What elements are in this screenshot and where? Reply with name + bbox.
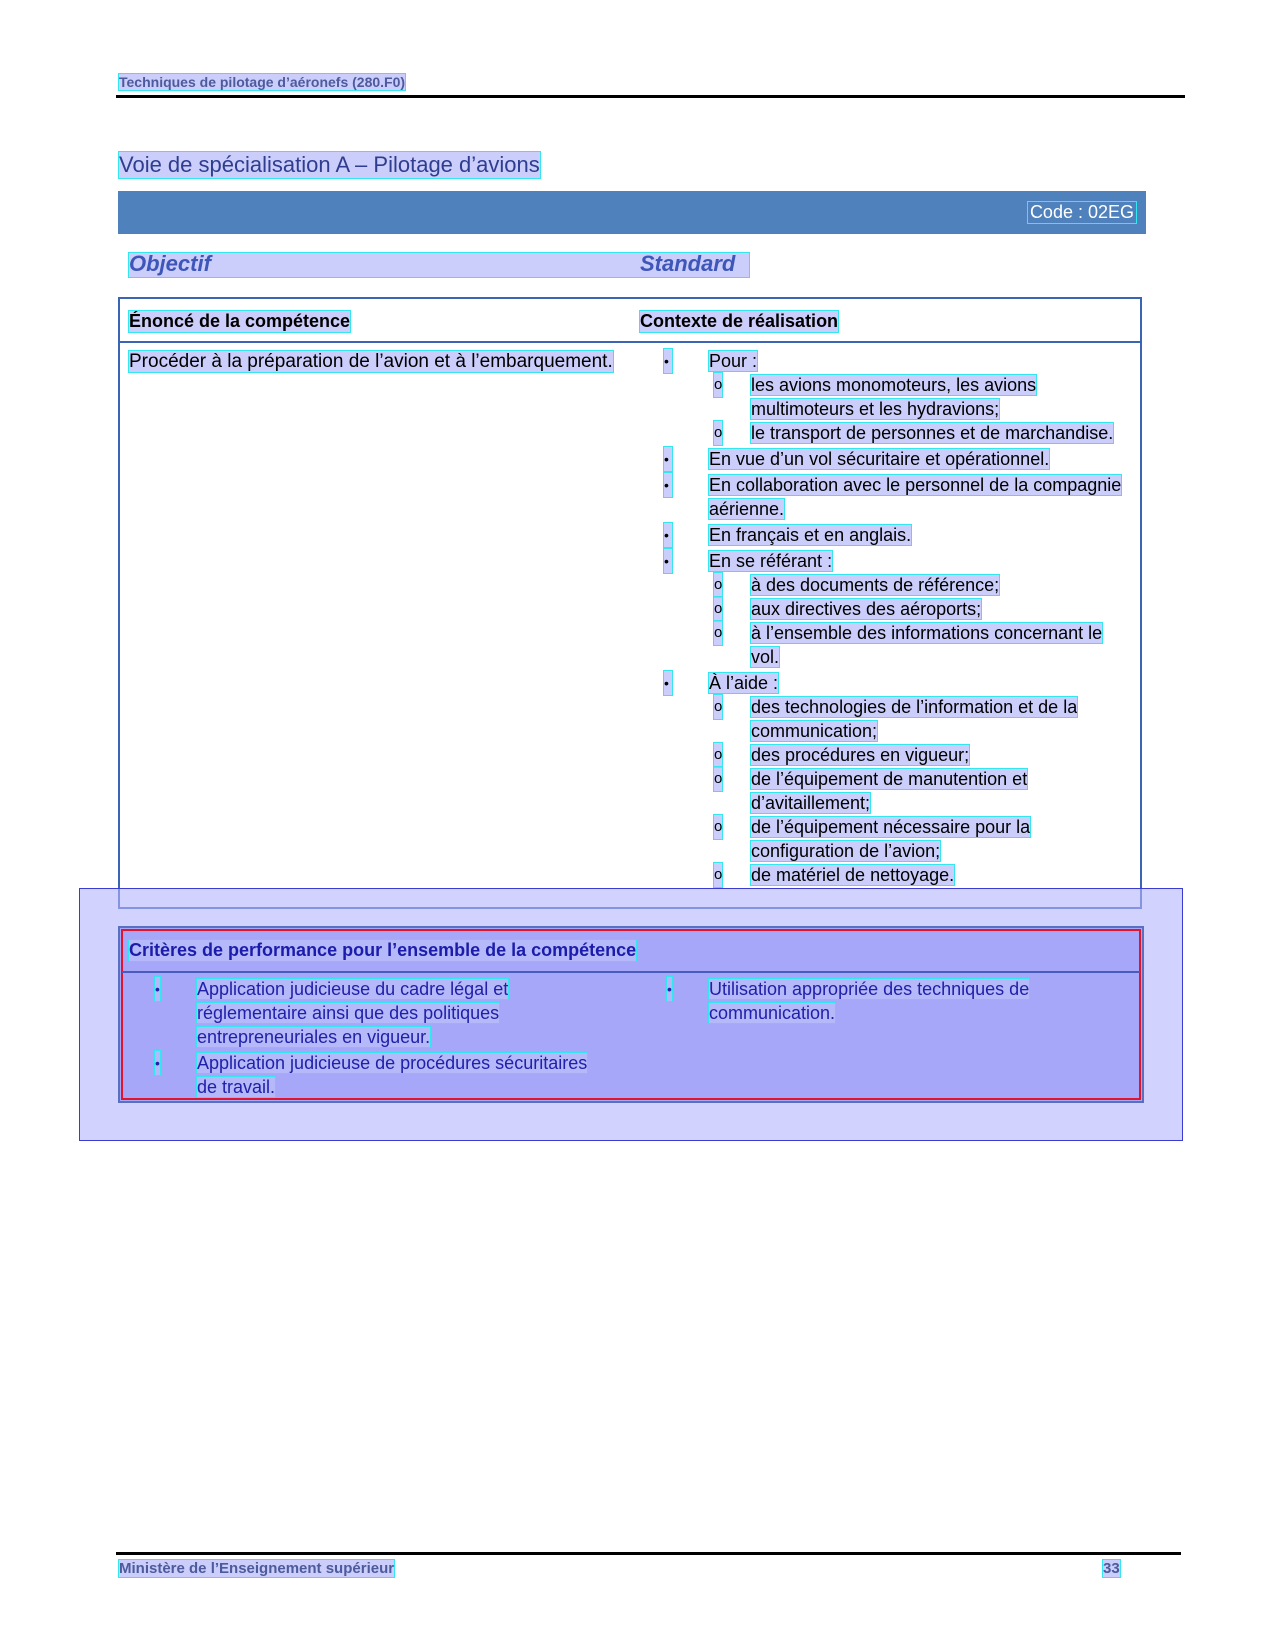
enonce-text-content: Procéder à la préparation de l’avion et à l’embarquement. [129,351,613,372]
bullet-icon: • [155,1051,160,1075]
page-number: 33 [1103,1560,1120,1577]
contexte-item [664,671,1134,887]
circle-bullet-icon: o [714,373,722,397]
contexte-subitem-text: des procédures en vigueur; [751,745,970,765]
section-title: Voie de spécialisation A – Pilotage d’avions [119,152,540,177]
circle-bullet-icon: o [714,743,722,767]
footer-ministry: Ministère de l’Enseignement supérieur [119,1560,395,1577]
bullet-icon: • [664,349,672,373]
bullet-icon: • [664,671,672,695]
contexte-item-text: En collaboration avec le personnel de la compagnie aérienne. [709,475,1122,519]
contexte-subitem-text: à des documents de référence; [751,575,1000,595]
code-label: Code : 02EG [1029,202,1134,222]
contexte-item-text: En se référant : [709,551,833,571]
contexte-subitem-text: de matériel de nettoyage. [751,865,955,885]
contexte-item [664,549,1134,669]
contexte-subitem [664,621,1134,669]
contexte-subitem [664,815,1134,863]
contexte-subitem-text: des technologies de l’information et de la communication; [751,697,1078,741]
criteria-title: Critères de performance pour l’ensemble de la compétence [129,940,637,960]
bullet-icon: • [667,977,672,1001]
heading-objectif: Objectif [129,251,211,276]
bullet-icon: • [664,473,672,497]
criteria-item-text: Application judicieuse du cadre légal et réglementaire ainsi que des politiques entrepreneuriales en vigueur. [197,979,509,1047]
header-rule [116,95,1185,98]
footer-rule [116,1552,1181,1555]
circle-bullet-icon: o [714,573,722,597]
enonce-text [129,350,709,374]
contexte-subitem-text: aux directives des aéroports; [751,599,982,619]
criteria-item-text: Utilisation appropriée des techniques de communication. [709,979,1030,1023]
circle-bullet-icon: o [714,767,722,791]
contexte-subitem [664,421,1134,445]
circle-bullet-icon: o [714,815,722,839]
heading-standard: Standard [640,251,736,276]
contexte-subitem [664,373,1134,421]
criteria-item [155,1051,597,1099]
contexte-item-text: Pour : [709,351,758,371]
bullet-icon: • [664,549,672,573]
contexte-subitem-text: de l’équipement nécessaire pour la configuration de l’avion; [751,817,1031,861]
contexte-subitem [664,743,1134,767]
contexte-subitem [664,597,1134,621]
criteria-item [667,977,1109,1025]
running-header: Techniques de pilotage d’aéronefs (280.F0) [119,74,406,90]
criteria-rule [122,971,1140,973]
criteria-item-text: Application judicieuse de procédures sécuritaires de travail. [197,1053,588,1097]
contexte-list [664,349,1134,887]
contexte-heading: Contexte de réalisation [640,311,839,331]
contexte-sublist [709,573,1134,669]
contexte-item-text: En vue d’un vol sécuritaire et opérationnel. [709,449,1050,469]
contexte-item [664,523,1134,547]
contexte-item-text: À l’aide : [709,673,779,693]
contexte-sublist [709,695,1134,887]
bullet-icon: • [664,447,672,471]
contexte-subitem [664,695,1134,743]
criteria-item [155,977,597,1049]
bullet-icon: • [664,523,672,547]
contexte-subitem-text: le transport de personnes et de marchandise. [751,423,1114,443]
contexte-sublist [709,373,1134,445]
circle-bullet-icon: o [714,621,722,645]
circle-bullet-icon: o [714,695,722,719]
contexte-subitem-text: les avions monomoteurs, les avions multimoteurs et les hydravions; [751,375,1037,419]
contexte-item [664,447,1134,471]
code-bar [118,191,1146,234]
contexte-item [664,473,1134,521]
contexte-item-text: En français et en anglais. [709,525,912,545]
contexte-subitem [664,863,1134,887]
contexte-subitem-text: de l’équipement de manutention et d’avitaillement; [751,769,1028,813]
contexte-subitem [664,767,1134,815]
contexte-item [664,349,1134,445]
contexte-subitem [664,573,1134,597]
bullet-icon: • [155,977,160,1001]
circle-bullet-icon: o [714,421,722,445]
enonce-heading: Énoncé de la compétence [129,311,351,331]
table-header-rule [120,341,1140,343]
contexte-subitem-text: à l’ensemble des informations concernant le vol. [751,623,1103,667]
circle-bullet-icon: o [714,863,722,887]
circle-bullet-icon: o [714,597,722,621]
